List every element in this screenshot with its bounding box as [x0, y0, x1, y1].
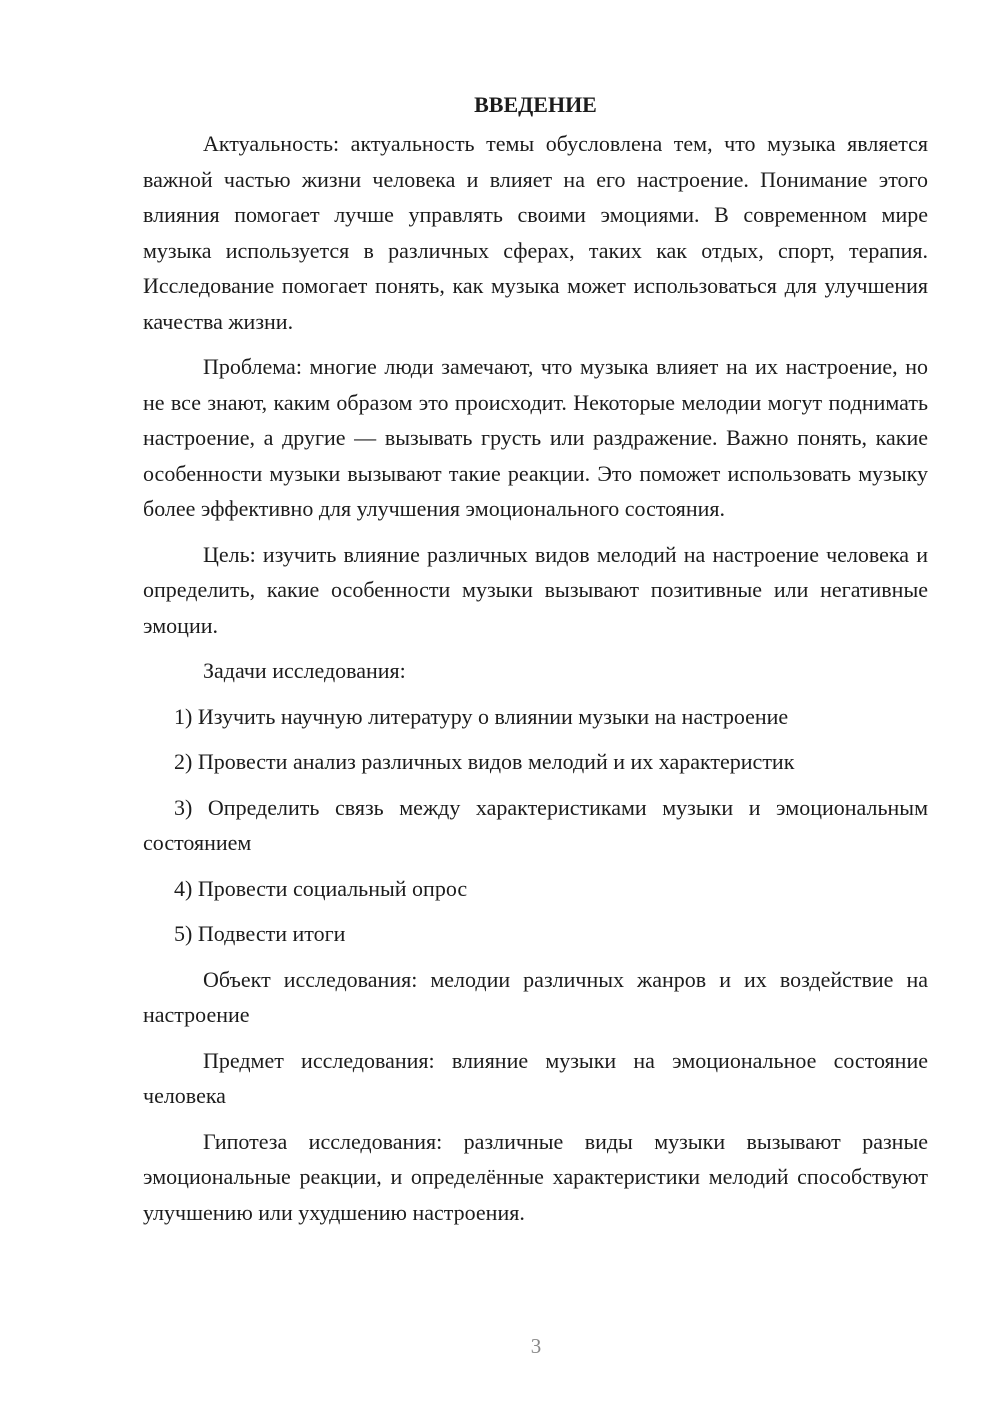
subject-paragraph: Предмет исследования: влияние музыки на эмоциональное состояние человека [143, 1047, 928, 1108]
hypothesis-paragraph: Гипотеза исследования: различные виды музыки вызывают разные эмоциональные реакции, и определённые характеристики мелодий способствуют улучшению или ухудшению настроения. [143, 1128, 928, 1225]
tasks-heading: Задачи исследования: [203, 658, 406, 683]
relevance-paragraph: Актуальность: актуальность темы обусловлена тем, что музыка является важной частью жизни человека и влияет на его настроение. Понимание этого влияния помогает лучше управлять своими эмоциями. В современном мире музыка используется в различных сферах, таких как отдых, спорт, терапия. Исследование помогает понять, как музыка может использоваться для улучшения качества жизни. [143, 131, 928, 334]
page-title: ВВЕДЕНИЕ [474, 92, 597, 117]
problem-paragraph: Проблема: многие люди замечают, что музыка влияет на их настроение, но не все знают, каким образом это происходит. Некоторые мелодии могут поднимать настроение, а другие — вызывать грусть или раздражение. Важно понять, какие особенности музыки вызывают такие реакции. Это поможет использовать музыку более эффективно для улучшения эмоционального состояния. [143, 354, 928, 521]
document-page [143, 90, 928, 1230]
task-item: 5) Подвести итоги [174, 921, 346, 946]
task-item: 4) Провести социальный опрос [174, 875, 468, 901]
page-number: 3 [530, 1334, 542, 1358]
object-paragraph: Объект исследования: мелодии различных жанров и их воздействие на настроение [143, 966, 928, 1027]
task-item: 3) Определить связь между характеристиками музыки и эмоциональным состоянием [143, 794, 928, 855]
task-item: 1) Изучить научную литературу о влиянии музыки на настроение [174, 703, 789, 729]
task-item: 2) Провести анализ различных видов мелодий и их характеристик [174, 749, 795, 774]
goal-paragraph: Цель: изучить влияние различных видов мелодий на настроение человека и определить, какие особенности музыки вызывают позитивные или негативные эмоции. [143, 541, 928, 638]
